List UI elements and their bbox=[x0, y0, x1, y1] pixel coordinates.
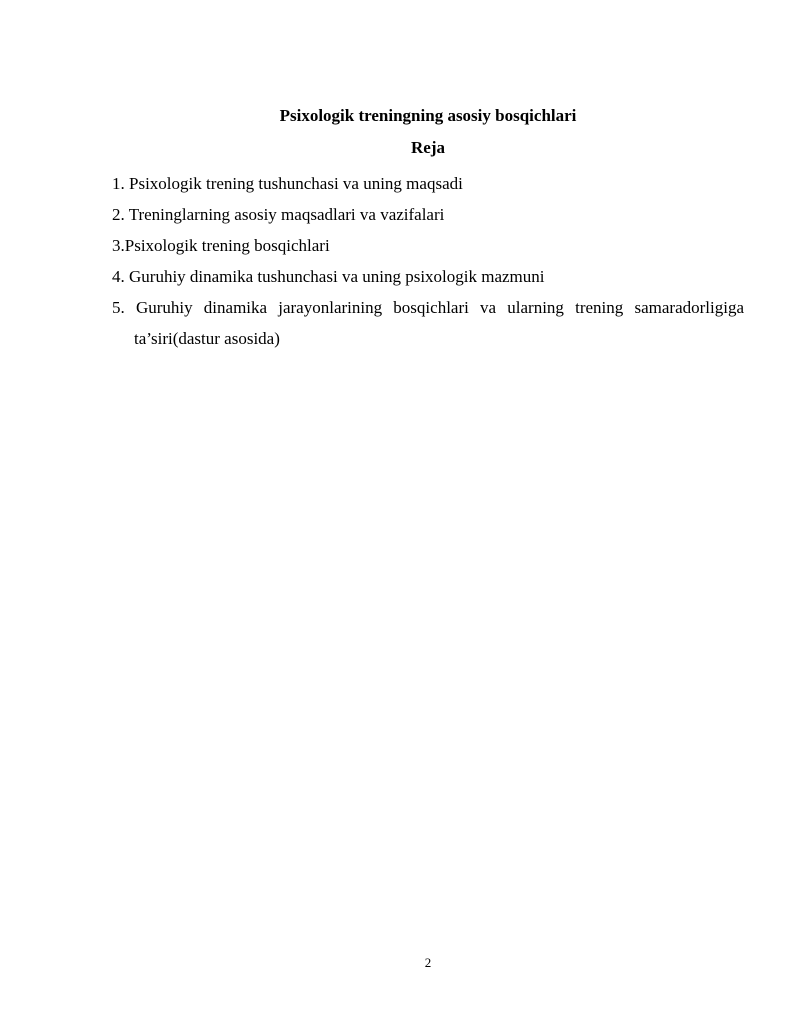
plan-item-3: 3.Psixologik trening bosqichlari bbox=[112, 236, 330, 255]
plan-item-2: 2. Treninglarning asosiy maqsadlari va vazifalari bbox=[112, 205, 445, 224]
plan-item-5: 5. Guruhiy dinamika jarayonlarining bosqichlari va ularning trening samaradorligiga ta’siri(dastur asosida) bbox=[112, 298, 744, 348]
plan-item-1: 1. Psixologik trening tushunchasi va uning maqsadi bbox=[112, 174, 463, 193]
plan-list bbox=[112, 168, 744, 354]
plan-heading: Reja bbox=[411, 138, 445, 157]
page-number: 2 bbox=[424, 955, 432, 970]
plan-item-4: 4. Guruhiy dinamika tushunchasi va uning psixologik mazmuni bbox=[112, 267, 545, 286]
document-title: Psixologik treningning asosiy bosqichlari bbox=[279, 106, 577, 125]
